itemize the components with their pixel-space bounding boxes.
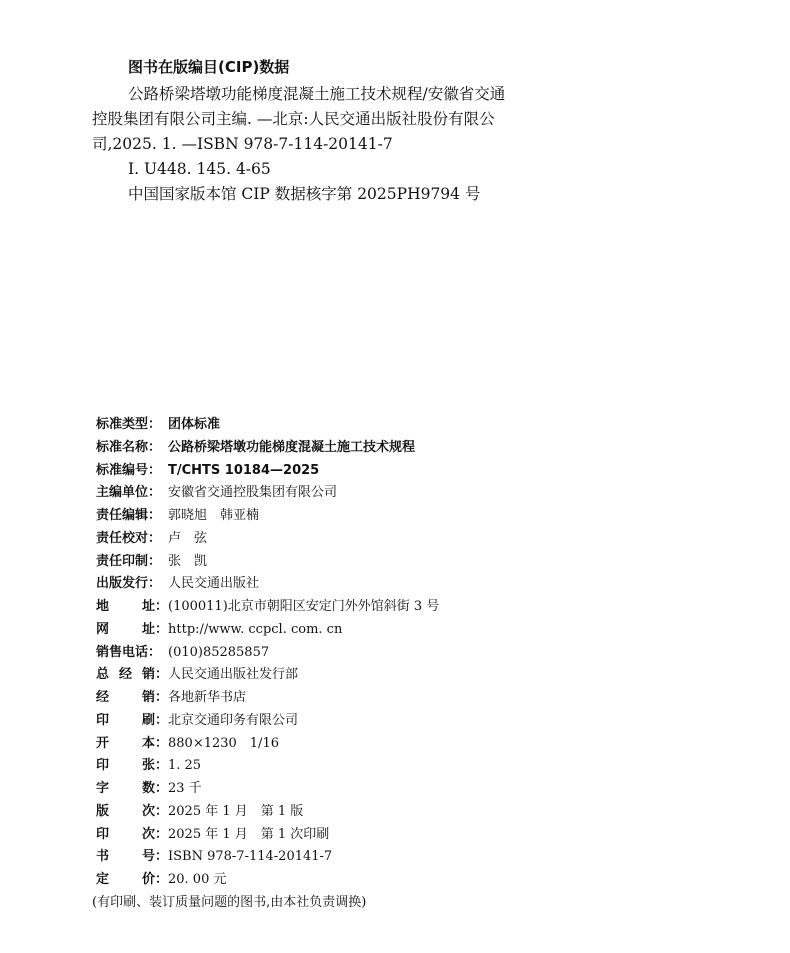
colophon-label: 经 销： bbox=[96, 690, 168, 705]
colophon-label: 印 次： bbox=[96, 826, 168, 842]
colophon-label: 版 次： bbox=[96, 803, 168, 819]
colophon-label: 印 刷： bbox=[96, 712, 168, 728]
colophon-value: http://www. ccpcl. com. cn bbox=[168, 621, 343, 637]
colophon-label: 印 张： bbox=[96, 758, 168, 774]
colophon-label: 字 数： bbox=[96, 781, 168, 796]
colophon-row bbox=[96, 846, 556, 869]
colophon-table bbox=[92, 414, 556, 915]
cip-number: 中国国家版本馆 CIP 数据核字第 2025PH9794 号 bbox=[128, 185, 481, 203]
colophon-value: 人民交通出版社发行部 bbox=[168, 667, 299, 683]
quality-note: (有印刷、装订质量问题的图书,由本社负责调换) bbox=[92, 894, 367, 910]
colophon-label: 出版发行： bbox=[96, 576, 162, 592]
colophon-label: 责任编辑： bbox=[96, 508, 162, 523]
colophon-row bbox=[96, 869, 556, 892]
colophon-value: ISBN 978-7-114-20141-7 bbox=[168, 849, 333, 865]
colophon-row bbox=[96, 551, 556, 574]
colophon-value: 张 凯 bbox=[168, 553, 208, 569]
colophon-label: 标准类型： bbox=[96, 417, 162, 432]
colophon-label: 网 址： bbox=[96, 621, 168, 637]
cip-title: 图书在版编目(CIP)数据 bbox=[128, 58, 290, 76]
colophon-value: 23 千 bbox=[168, 781, 202, 796]
colophon-row bbox=[96, 755, 556, 778]
colophon-value: 2025 年 1 月 第 1 次印刷 bbox=[168, 826, 330, 842]
colophon-label: 开 本： bbox=[96, 735, 168, 751]
colophon-value: (010)85285857 bbox=[168, 644, 270, 660]
colophon-value: 20. 00 元 bbox=[168, 872, 227, 887]
colophon-row bbox=[96, 801, 556, 824]
colophon-value: 1. 25 bbox=[168, 758, 202, 774]
colophon-value: 各地新华书店 bbox=[168, 690, 247, 705]
colophon-value: 880×1230 1/16 bbox=[168, 735, 279, 751]
cip-classification: Ⅰ. U448. 145. 4-65 bbox=[128, 160, 271, 178]
colophon-row bbox=[96, 778, 556, 801]
colophon-label: 销售电话： bbox=[96, 644, 162, 660]
colophon-row bbox=[96, 642, 556, 665]
colophon-value: 人民交通出版社 bbox=[168, 576, 260, 592]
colophon-value: 郭晓旭 韩亚楠 bbox=[168, 508, 260, 523]
cip-paragraph: 公路桥梁塔墩功能梯度混凝土施工技术规程/安徽省交通控股集团有限公司主编. —北京:人民交通出版社股份有限公司,2025. 1. —ISBN 978-7-114-20141-7 bbox=[92, 85, 506, 153]
colophon-row bbox=[96, 505, 556, 528]
colophon-row bbox=[96, 414, 556, 437]
colophon-row bbox=[96, 664, 556, 687]
colophon-row bbox=[96, 460, 556, 483]
colophon-value: T/CHTS 10184—2025 bbox=[168, 462, 320, 478]
colophon-value: 北京交通印务有限公司 bbox=[168, 712, 299, 728]
colophon-row bbox=[96, 528, 556, 551]
colophon-row bbox=[96, 824, 556, 847]
colophon-value: 公路桥梁塔墩功能梯度混凝土施工技术规程 bbox=[168, 439, 416, 455]
colophon-row bbox=[96, 710, 556, 733]
colophon-label: 标准编号： bbox=[96, 462, 162, 478]
colophon-row bbox=[96, 687, 556, 710]
colophon-row bbox=[96, 437, 556, 460]
colophon-value: 2025 年 1 月 第 1 版 bbox=[168, 803, 304, 819]
colophon-row bbox=[96, 619, 556, 642]
colophon-label: 责任校对： bbox=[96, 530, 162, 546]
colophon-label: 总 经 销： bbox=[96, 667, 168, 683]
colophon-value: 安徽省交通控股集团有限公司 bbox=[168, 485, 338, 501]
colophon-row bbox=[96, 596, 556, 619]
colophon-value: 卢 弦 bbox=[168, 530, 208, 546]
colophon-label: 定 价： bbox=[96, 872, 168, 887]
colophon-row bbox=[96, 573, 556, 596]
colophon-label: 责任印制： bbox=[96, 553, 162, 569]
colophon-row bbox=[96, 482, 556, 505]
colophon-label: 主编单位： bbox=[96, 485, 162, 501]
cip-block bbox=[92, 52, 512, 207]
colophon-label: 地 址： bbox=[96, 599, 168, 614]
colophon-value: 团体标准 bbox=[168, 417, 221, 432]
colophon-label: 标准名称： bbox=[96, 439, 162, 455]
colophon-row bbox=[96, 733, 556, 756]
colophon-value: (100011)北京市朝阳区安定门外外馆斜街 3 号 bbox=[168, 599, 440, 614]
colophon-label: 书 号： bbox=[96, 849, 168, 865]
